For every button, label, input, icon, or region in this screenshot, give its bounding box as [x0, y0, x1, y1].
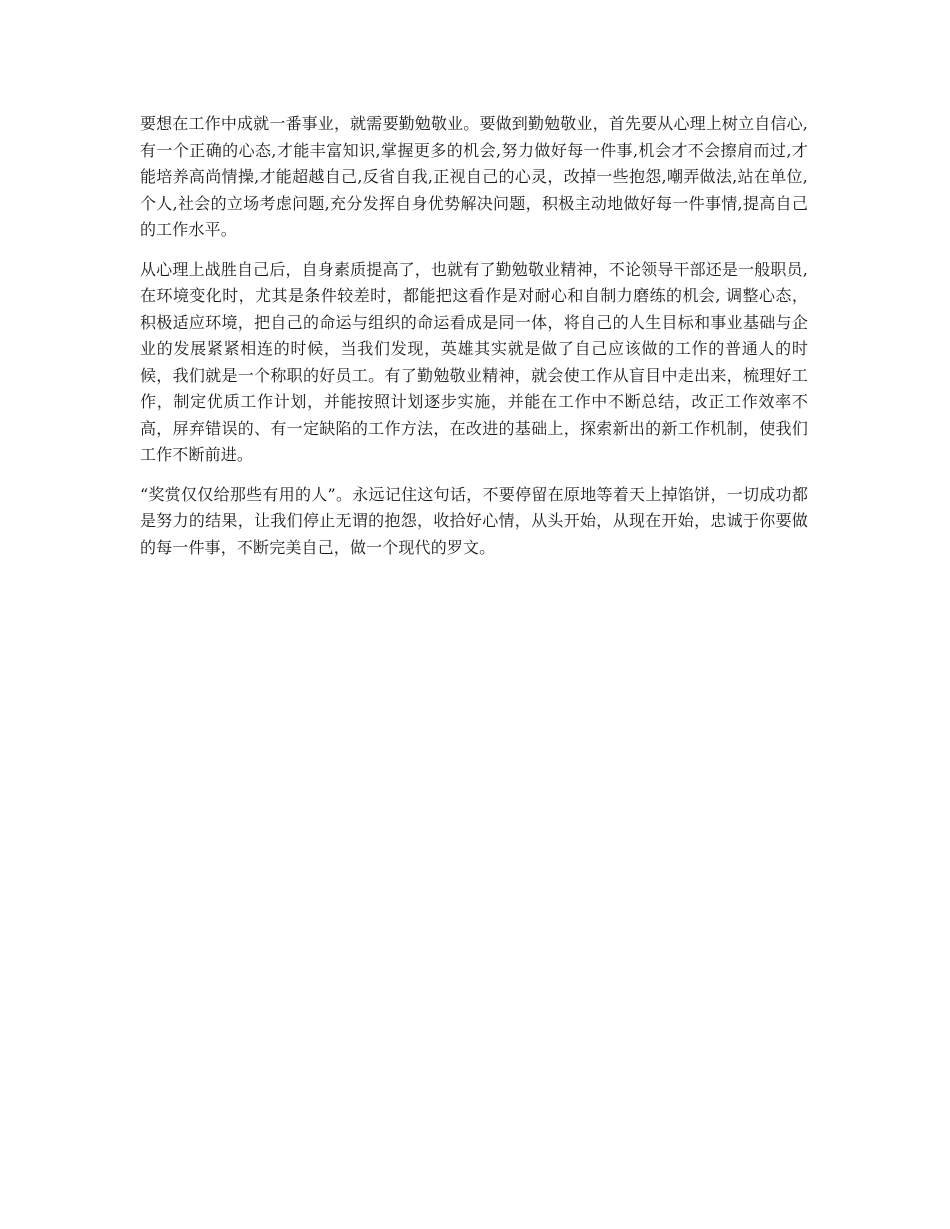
paragraph-3: “奖赏仅仅给那些有用的人”。永远记住这句话，不要停留在原地等着天上掉馅饼，一切成功都是努力的结果，让我们停止无谓的抱怨，收拾好心情，从头开始，从现在开始，忠诚于你要做的每一件事，不断完美自己，做一个现代的罗文。: [140, 484, 808, 557]
paragraph-2: 从心理上战胜自己后，自身素质提高了，也就有了勤勉敬业精神，不论领导干部还是一般职员,在环境变化时，尤其是条件较差时，都能把这看作是对耐心和自制力磨练的机会, 调整心态，积极适应环境，把自己的命运与组织的命运看成是同一体，将自己的人生目标和事业基础与企业的发展紧紧相连的时候，当我们发现，英雄其实就是做了自己应该做的工作的普通人的时候，我们就是一个称职的好员工。有了勤勉敬业精神，就会使工作从盲目中走出来，梳理好工作，制定优质工作计划，并能按照计划逐步实施，并能在工作中不断总结，改正工作效率不高，屏弃错误的、有一定缺陷的工作方法，在改进的基础上，探索新出的新工作机制，使我们工作不断前进。: [140, 259, 808, 464]
paragraph-1: 要想在工作中成就一番事业，就需要勤勉敬业。要做到勤勉敬业，首先要从心理上树立自信心,有一个正确的心态,才能丰富知识,掌握更多的机会,努力做好每一件事,机会才不会擦肩而过,才能培养高尚情操,才能超越自己,反省自我,正视自己的心灵，改掉一些抱怨,嘲弄做法,站在单位,个人,社会的立场考虑问题,充分发挥自身优势解决问题，积极主动地做好每一件事情,提高自己的工作水平。: [140, 114, 808, 239]
document-body: [140, 111, 808, 574]
